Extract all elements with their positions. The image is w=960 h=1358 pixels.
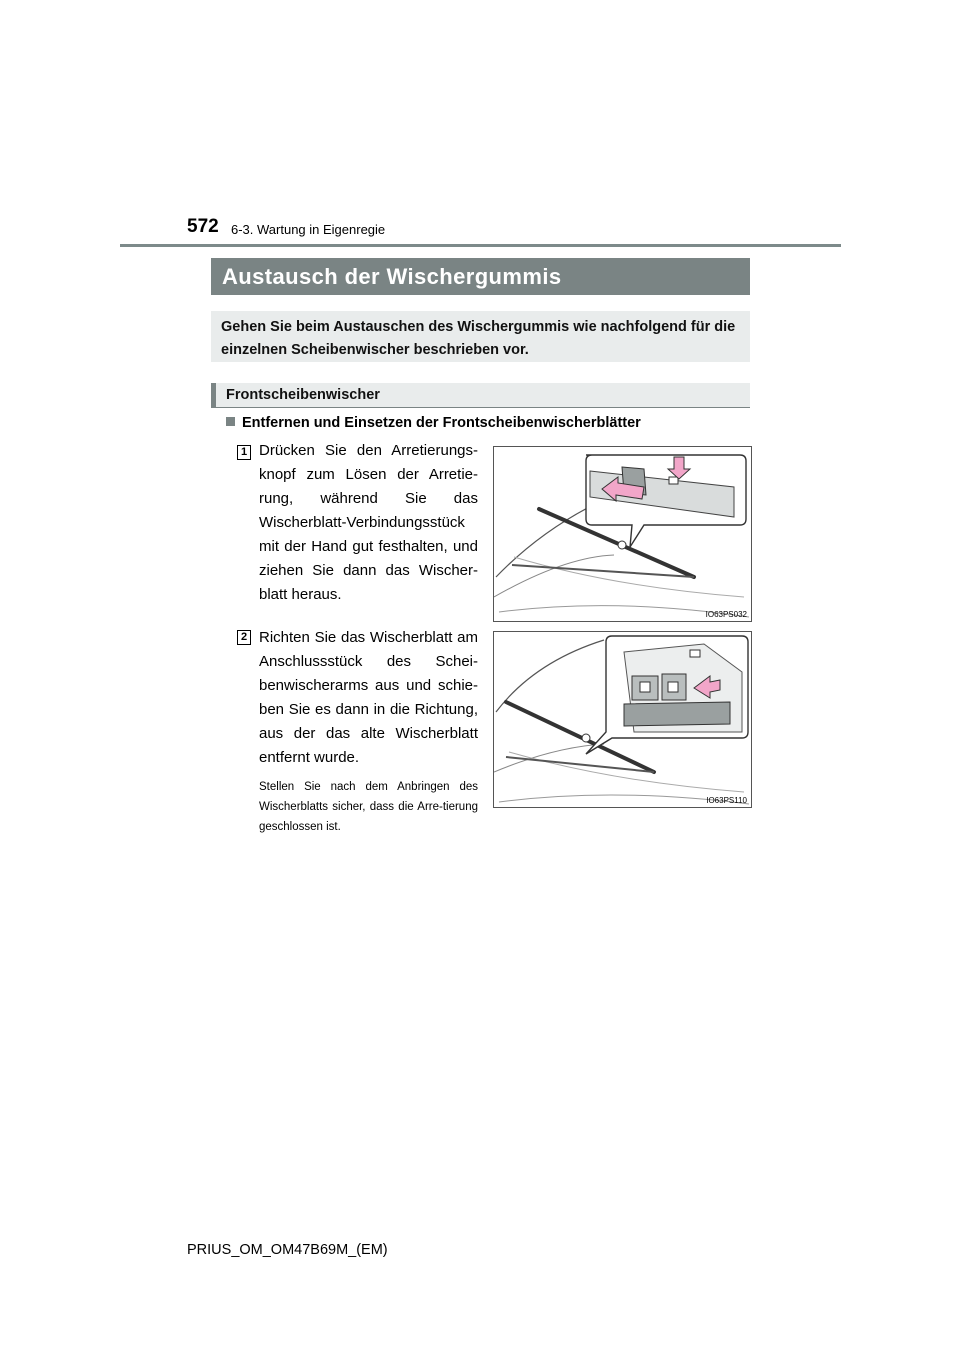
step-2-text [259, 626, 478, 837]
step-number-1: 1 [237, 445, 251, 460]
step-2-note: Stellen Sie nach dem Anbringen des Wischerblatts sicher, dass die Arre-tierung geschlossen ist. [259, 781, 478, 833]
bullet-heading [226, 415, 641, 431]
bullet-heading-text: Entfernen und Einsetzen der Frontscheibenwischerblätter [242, 415, 641, 431]
figure-2-code: IO63PS110 [706, 796, 747, 805]
wiper-removal-illustration [494, 447, 751, 621]
header-divider [120, 244, 841, 247]
page-number: 572 [187, 216, 219, 237]
step-2-instruction: Richten Sie das Wischerblatt am Anschlussstück des Schei-benwischerarms aus und schie-ben Sie es dann in die Richtung, aus der das alte Wischerblatt entfernt wurde. [259, 629, 478, 766]
square-bullet-icon [226, 417, 235, 426]
footer-document-code: PRIUS_OM_OM47B69M_(EM) [187, 1242, 388, 1258]
step-number-2: 2 [237, 630, 251, 645]
wiper-installation-illustration [494, 632, 751, 807]
breadcrumb: 6-3. Wartung in Eigenregie [231, 222, 386, 237]
subsection-heading: Frontscheibenwischer [211, 383, 750, 408]
section-title: Austausch der Wischergummis [211, 258, 750, 295]
figure-wiper-installation [493, 631, 752, 808]
figure-wiper-removal [493, 446, 752, 622]
figure-1-code: IO63PS032 [705, 610, 747, 619]
step-1-text: Drücken Sie den Arretierungs-knopf zum Lösen der Arretie-rung, während Sie das Wischerblatt-Verbindungsstück mit der Hand gut festhalten, und ziehen Sie dann das Wischer-blatt heraus. [259, 442, 478, 603]
intro-text: Gehen Sie beim Austauschen des Wischergummis wie nachfolgend für die einzelnen Scheibenwischer beschrieben vor. [211, 311, 750, 362]
